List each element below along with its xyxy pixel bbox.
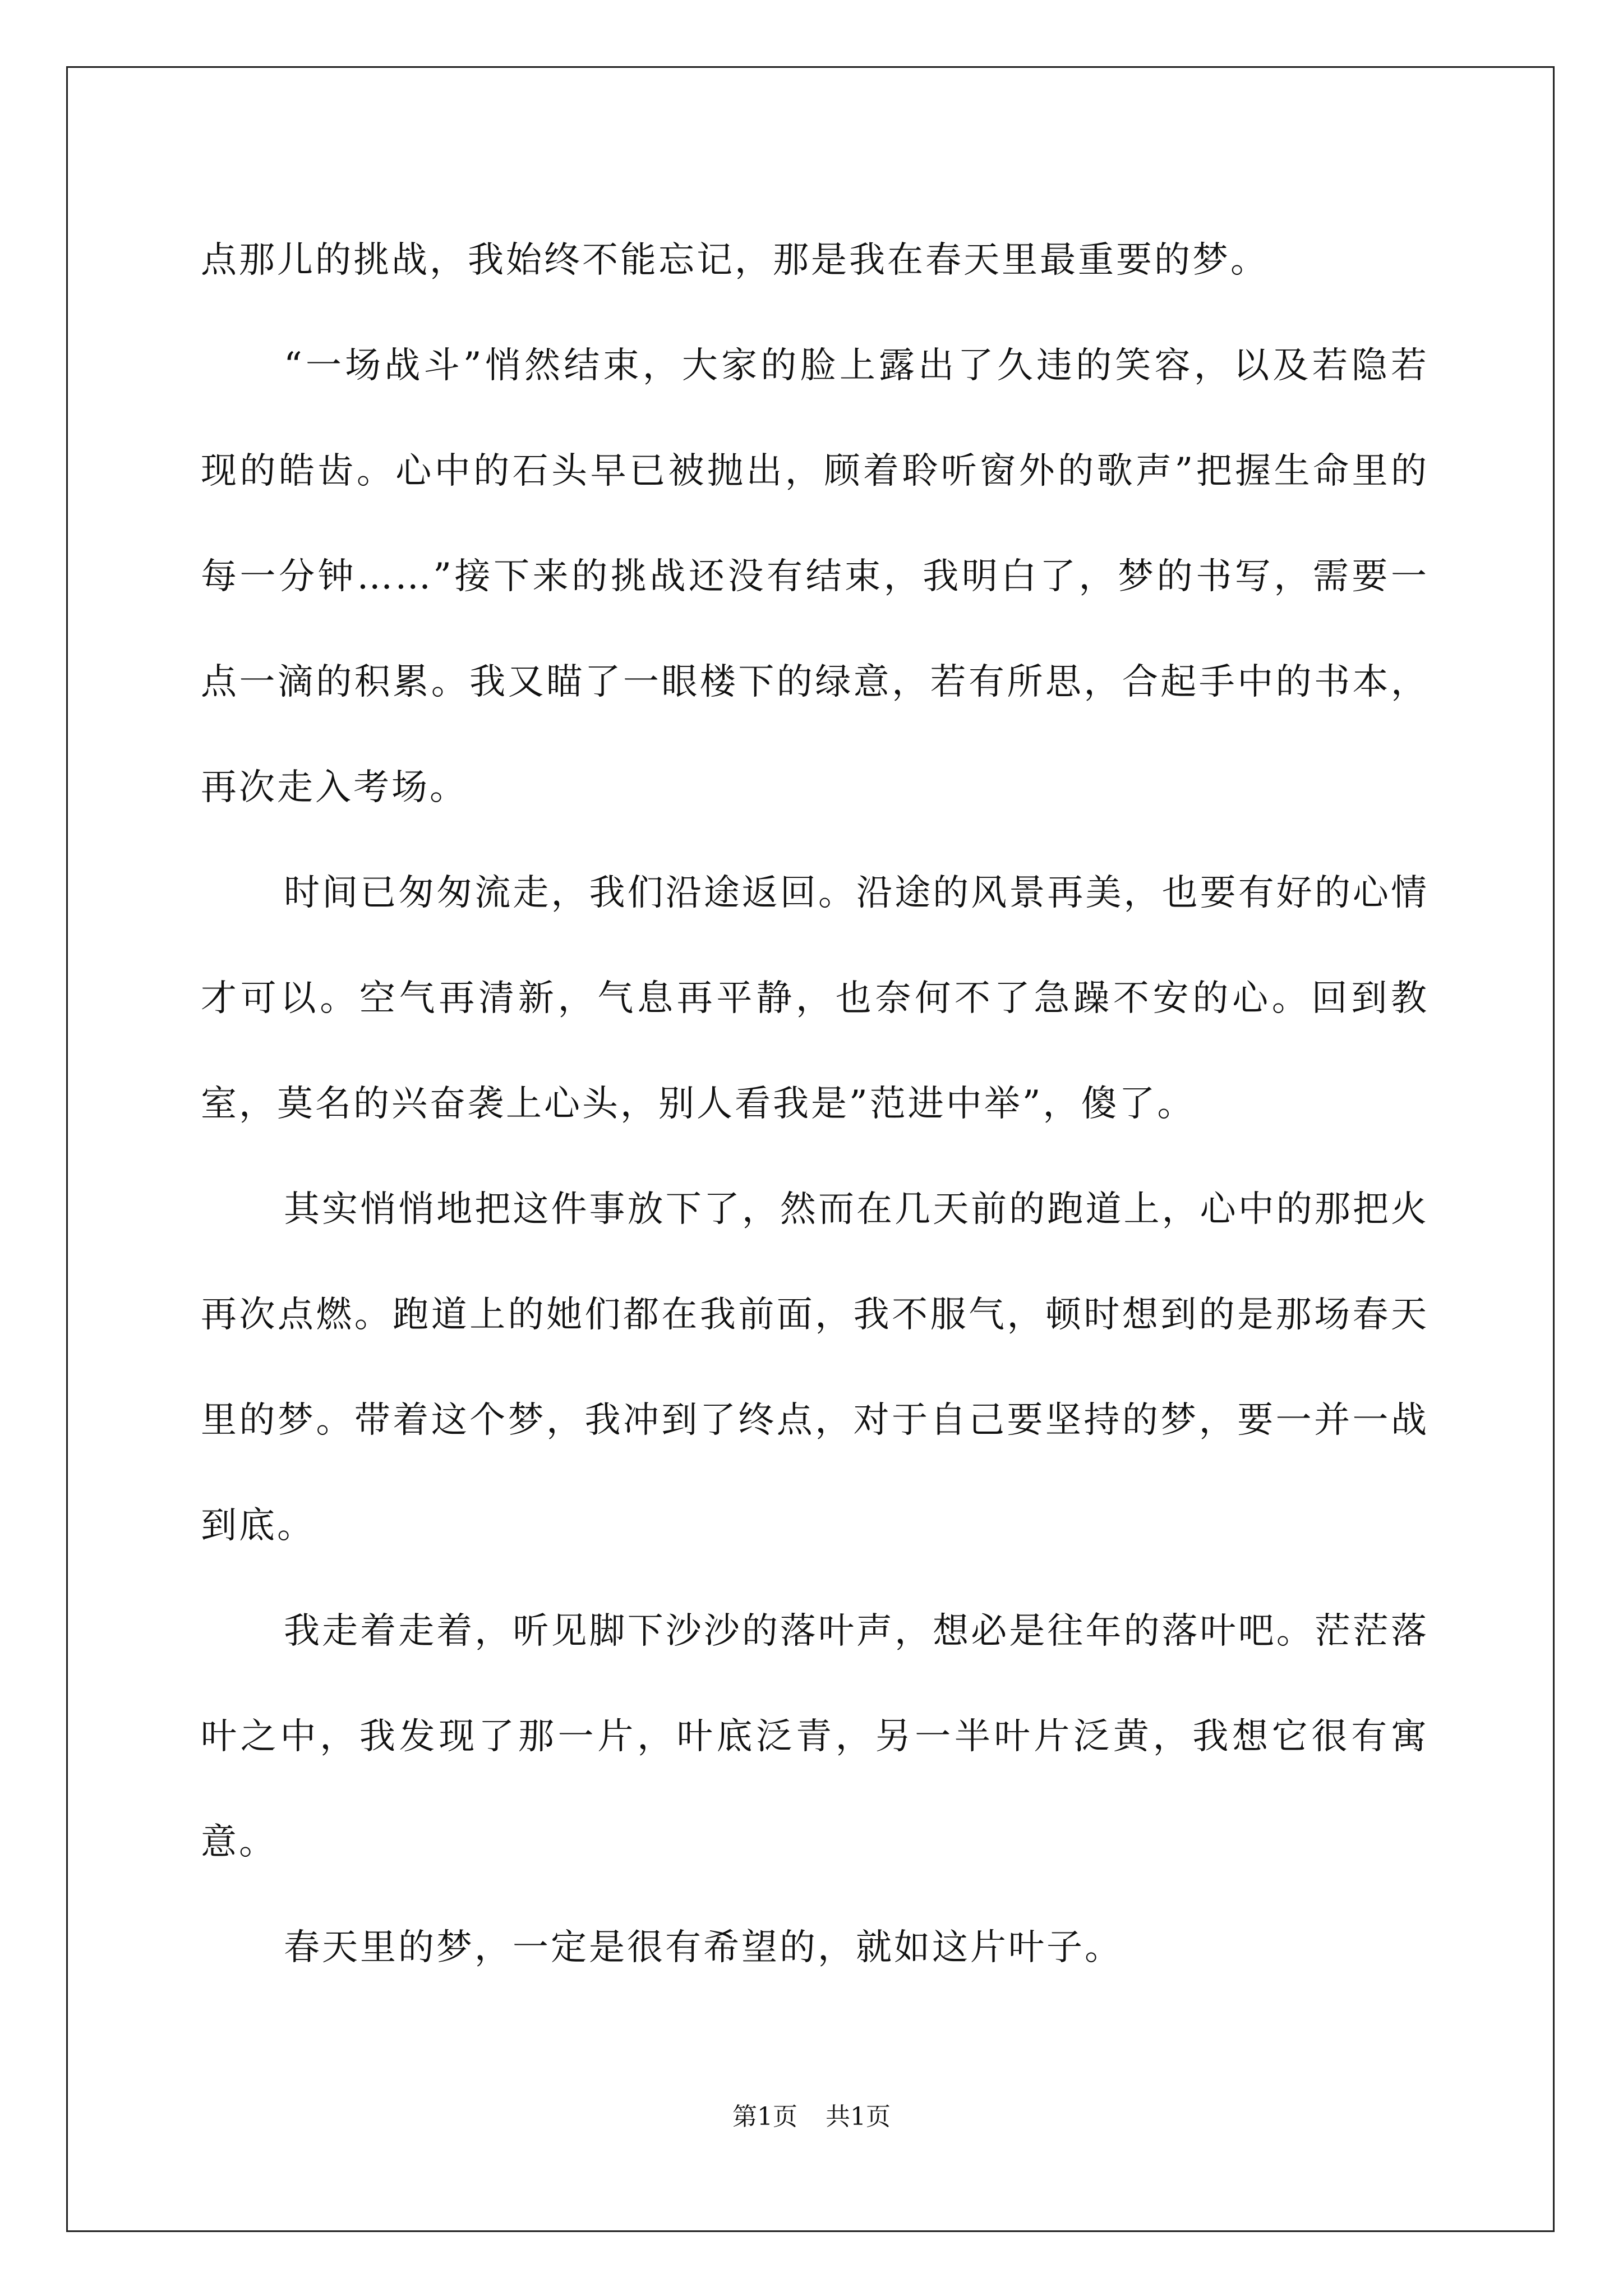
page-total: 共1页 xyxy=(826,2102,891,2131)
paragraph: “一场战斗”悄然结束，大家的脸上露出了久违的笑容，以及若隐若现的皓齿。心中的石头早已被抛出，顾着聆听窗外的歌声”把握生命里的每一分钟……”接下来的挑战还没有结束，我明白了，梦的书写，需要一点一滴的积累。我又瞄了一眼楼下的绿意，若有所思，合起手中的书本，再次走入考场。 xyxy=(201,345,1429,808)
paragraph: 其实悄悄地把这件事放下了，然而在几天前的跑道上，心中的那把火再次点燃。跑道上的她们都在我前面，我不服气，顿时想到的是那场春天里的梦。带着这个梦，我冲到了终点，对于自己要坚持的梦，要一并一战到底。 xyxy=(201,1189,1429,1547)
page-number: 第1页 xyxy=(732,2102,797,2131)
page-footer xyxy=(0,2101,1623,2133)
paragraph: 时间已匆匆流走，我们沿途返回。沿途的风景再美，也要有好的心情才可以。空气再清新，气息再平静，也奈何不了急躁不安的心。回到教室，莫名的兴奋袭上心头，别人看我是”范进中举”，傻了。 xyxy=(201,872,1429,1125)
document-body xyxy=(201,208,1429,2000)
paragraph: 春天里的梦，一定是很有希望的，就如这片叶子。 xyxy=(284,1927,1123,1968)
paragraph: 我走着走着，听见脚下沙沙的落叶声，想必是往年的落叶吧。茫茫落叶之中，我发现了那一片，叶底泛青，另一半叶片泛黄，我想它很有寓意。 xyxy=(201,1611,1429,1863)
paragraph: 点那儿的挑战，我始终不能忘记，那是我在春天里最重要的梦。 xyxy=(201,240,1269,281)
